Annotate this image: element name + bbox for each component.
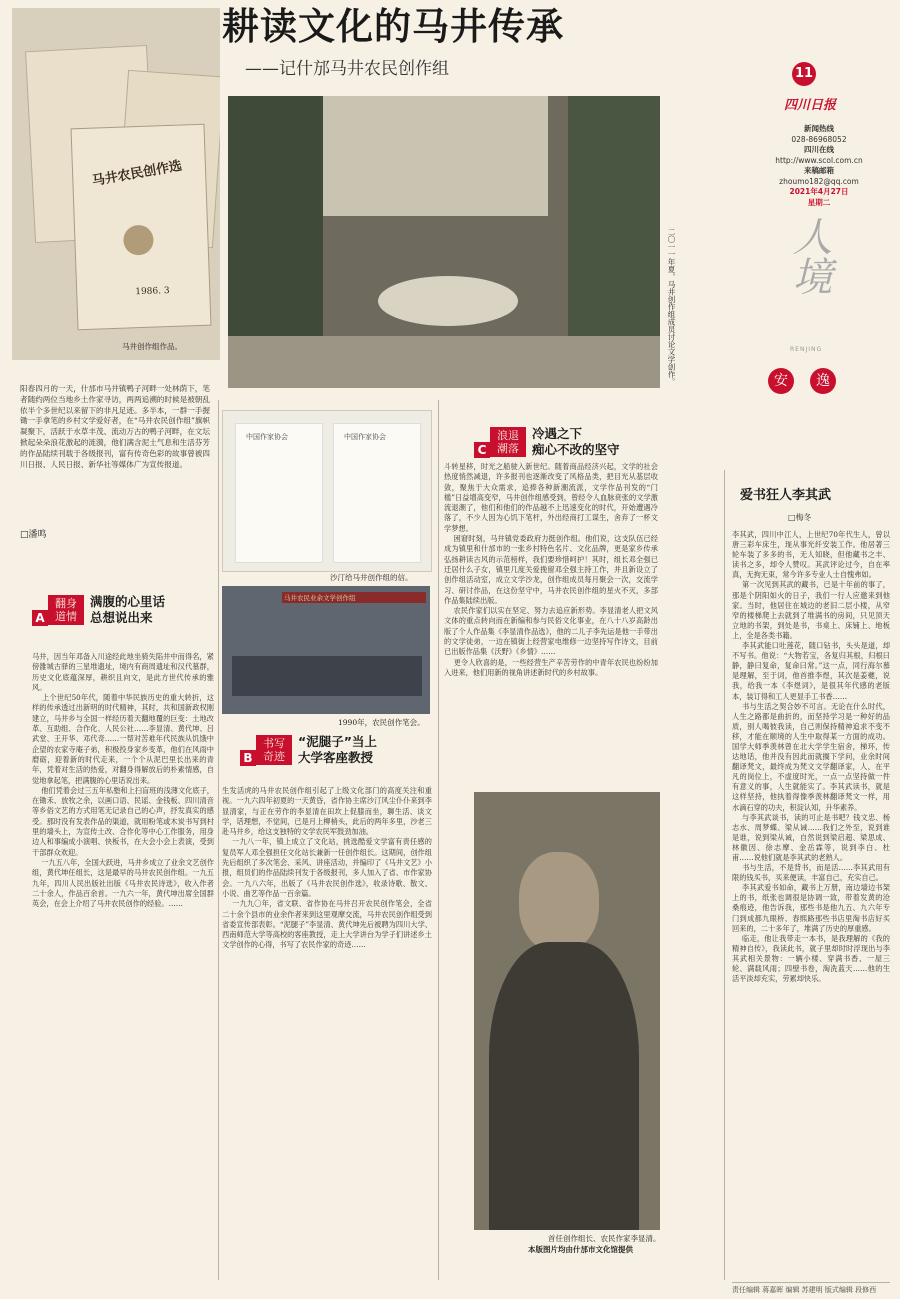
section-c-tag: 浪退潮落 — [490, 427, 526, 457]
section-a-title-line: 总想说出来 — [90, 610, 153, 625]
letter-header: 中国作家协会 — [344, 433, 386, 441]
hotline-number: 028-86968052 — [791, 134, 847, 144]
section-a-body: 马井，因当年邓备入川途经此地坐骑失陷井中而得名，紧傍雒城古驿的三星堆遗址，境内有商周遗址和汉代墓群，历史文化底蕴深厚，耕织且向文，是此方世代传承的雅风。 上个世纪50年代，随着中华民族历史的重大转折，这样的传承透过出新明的时代精神，其时，共和国新政权刚建立，马井乡与全国一样经历着天翻地覆的巨变：土地改革、互助组、合作化、人民公社……李显清、黄代坤、吕武堂、王开华、邓代奇……一帮对苦难年代民族从饥饿中企望的农家寺庵子弟，积极投身家乡变革，他们在风雨中磨砺，迎着新的时代走来，一个个从泥巴里长出来的青年，凭着对生活的热爱，对翻身得解放后的朴素情感，自觉地拿起笔，把满腹的心里话说出来。 他们凭着会过三五年私塾和上扫盲班的浅薄文化底子，在锄禾、放牧之余，以画口语、民谣、金钱板、四川清音等乡俗文艺的方式用笔无记录自己的心声，抒发真实的感受。那时没有发表作品的渠道，就用粉笔或木炭书写到村里的墙头上，为宣传土改、合作化等中心工作服务，用身边人和事编成小演唱、快板书，在大会小会上表演，受到干部群众欢迎。 一九五八年，全国大跃进，马井乡成立了业余文艺创作组，黄代坤任组长，这是最早的马井农民创作组。一九五九年，四川人民出版社出版《马井农民诗选》，收入作者二十余人，作品百余首。一九六一年，黄代坤出席全国群英会，在会上介绍了马井农民创作的经验。…… — [32, 652, 214, 909]
meeting-photo — [222, 586, 430, 714]
section-b-title-line: “泥腿子”当上 — [298, 734, 377, 749]
book-photo-caption: 马井创作组作品。 — [122, 342, 182, 351]
section-c-title — [526, 426, 620, 458]
online-label: 四川在线 — [804, 145, 834, 154]
page-number: 11 — [792, 62, 816, 86]
book-cover-front — [71, 124, 212, 331]
portrait-body — [489, 942, 639, 1230]
column-tag-2: 逸 — [810, 368, 836, 394]
website-link[interactable]: http://www.scol.com.cn — [775, 155, 863, 165]
side-article-title: 爱书狂人李其武 — [740, 488, 832, 503]
letter-page — [235, 423, 323, 563]
section-b-title-line: 大学客座教授 — [298, 750, 374, 765]
portrait-head — [519, 852, 599, 952]
section-c-title-line: 冷遇之下 — [532, 426, 583, 441]
mail-label: 来稿邮箱 — [804, 166, 834, 175]
main-photo-caption: 二〇一一年夏，马井创作组成员讨论文学创作。 — [667, 228, 676, 386]
column-divider — [438, 400, 439, 1280]
column-calligraphy: 人境 — [786, 216, 832, 296]
section-b-header — [240, 734, 377, 766]
book-covers-photo — [12, 8, 220, 360]
portrait-caption: 首任创作组长、农民作家李显清。 — [548, 1234, 661, 1243]
meeting-photo-caption: 1990年，农民创作笔会。 — [338, 718, 425, 727]
hotline-label: 新闻热线 — [804, 124, 834, 133]
main-headline: 耕读文化的马井传承 — [222, 5, 564, 48]
main-photo — [228, 96, 660, 388]
section-a-title — [84, 594, 165, 626]
lead-intro: 阳春四月的一天，什邡市马井镇鸭子河畔一处林荫下，笔者随约两位当地乡土作家寻访，两两追溯的时候是被朝乱依半个多世纪以来留下的非凡足迹。多半本，一群一手握锄一手拿笔的乡村文学爱好者，在“马井农民创作组”旗帜凝聚下，活跃于水草丰茂、流动万古的鸭子河畔，在文坛掀起朵朵浪花激起的涟漪，他们满含泥土气息和生活芬芳的作品陆续刊载于各级报刊，富有传奇色彩的故事曾被四川日报、人民日报、新华社等媒体广为宣传报道。 — [20, 384, 210, 469]
column-divider — [218, 400, 219, 1280]
column-pinyin: RENJING — [790, 346, 823, 353]
book-year: 1986. 3 — [135, 286, 170, 298]
section-a-tag: 翻身道情 — [48, 595, 84, 625]
footer-editors: 责任编辑 蒋嘉晖 编辑 苏建明 版式编辑 段修西 — [732, 1286, 877, 1294]
column-divider — [724, 470, 725, 1280]
letter-header: 中国作家协会 — [246, 433, 288, 441]
side-article-body: 李其武，四川中江人，上世纪70年代生人，曾以唐三彩车床生，现从事光纤安装工作。他居著三轮车装了多多的书，无人知晓，但他藏书之丰、读书之多，却令人赞叹。其武评论过今，自在率真，无拘无束，常今许多专业人士自愧弗如。 第一次见到其武的藏书，已是十年前的事了，那是个阴阳如火的日子，我们一行人应邀来到他家。当时，他居住在城边的老旧二层小楼，从窄窄的楼梯爬上去就到了堆满书的房间，只见顶天立地的书架，到处是书，书桌上、床铺上、地板上，全是各类书籍。 李其武能口吐莲花，随口钻书，头头是道，却不写书。他说：“大物若宝，各复归其根，归根曰静，静曰复命，复命曰常。”这一点，同行海尔慕是理解，至于词，他首推李煜，其次是姜夔，说我，给我一本《李煜词》，是很其年代感的老版本，装订得和工人更显手工书香…… 书与生活之契合妙不可言。无论在什么时代，人生之路都是曲折的，而坚持学习是一种好的品质，别人喝彼我读，自己则保持精神追求不变不移，才能在顺境的人生中取得某一方面的成功。国学大师季羡林曾在北大学学生宿舍，梯环，传达地话，他并没有因此而就搁下学问，业余时间翻译梵文，最终成为梵文文学翻译家，人，在平凡的岗位上，不虚度时光，一点一点坚持做一件有意义的事，人生就能实了。李其武读书，就是这样坚持，他执着得像季羡林翻译梵文一样，用水滴石穿的功夫，积淀认知，升华素养。 与李其武谈书，读的可止是书吧？钱文忠、杨志水、周梦蝶、梁从诫……我们之外至，说到谁是谁，说到梁从诫，自然说到梁启超、梁思成、林徽因、徐志摩、金岳霖等，说到李白、杜甫……说他们就是李其武的老熟人。 书与生活，不是背书，而是活……李其武用有限的钱买书，买来便读，丰富自己，充实自己。 李其武爱书如命，藏书上万册，南边墙边书架上的书，纸张也调很是协调一致，带着发黄的沧桑痕迹，他告诉我，那些书是他九五、九六年专门到成都九眼桥、春熙路那些书店里淘书店好买回来的，二十多年了，堆满了历史的厚重感。 临走，他让我带走一本书，是我理解的《我的精神自传》，我读此书，就子里却时时浮现出与李其武相关景物：一辆小楼、穿满书香、一屋三轮、满载风雨；四壁书卷，淘洗蓝天……他的生活平淡却充实，劳累却快乐。 — [732, 530, 890, 984]
meeting-banner: 马井农民业余文学创作组 — [282, 592, 426, 603]
book-emblem — [123, 225, 154, 256]
sub-headline: ——记什邡马井农民创作组 — [245, 59, 449, 79]
section-a-header — [32, 594, 165, 626]
book-title-text: 马井农民创作选 — [90, 158, 184, 190]
letter-photo-caption: 沙汀给马井创作组的信。 — [330, 573, 413, 582]
meeting-table — [232, 656, 422, 696]
section-b-tag: 书写奇迹 — [256, 735, 292, 765]
section-c-header — [474, 426, 620, 458]
section-a-title-line: 满腹的心里话 — [90, 594, 166, 609]
column-tag-1: 安 — [768, 368, 794, 394]
section-c-title-line: 痴心不改的坚守 — [532, 442, 620, 457]
footer-rule — [732, 1282, 890, 1283]
lead-byline: □潘鸣 — [20, 530, 47, 540]
issue-date: 2021年4月27日 — [789, 187, 849, 196]
letter-photo — [222, 410, 432, 572]
photo-house-wall — [308, 96, 548, 216]
section-b-letter: B — [240, 750, 256, 766]
issue-weekday: 星期二 — [807, 197, 831, 207]
letter-page — [333, 423, 421, 563]
masthead-info — [764, 124, 874, 208]
section-a-letter: A — [32, 610, 48, 626]
photo-credit: 本版图片均由什邡市文化馆提供 — [528, 1245, 633, 1254]
portrait-photo — [474, 792, 660, 1230]
section-c-letter: C — [474, 442, 490, 458]
section-b-body: 生发活虎的马井农民创作组引起了上级文化部门的高度关注和重视。一九六四年初夏的一天黄昏，省作协主席沙汀风尘仆仆来到李显清家，与正在劳作的李显清在田坎上促膝而坐，聊生活、谈文学，话理想，不觉间，已是月上柳梢头，此后的两年多里，沙老三赴马井乡，给这支独特的文学农民军鼓劲加油。 一九八一年，镇上成立了文化站，挑选酷爱文学富有责任感的复员军人邓全强担任文化站长兼新一任创作组长。这期间，创作组先后组织了多次笔会、采风、讲座活动，并编印了《马井文艺》小报，组员们的作品陆续刊发于各级报刊，多人加入了省、市作家协会。一九八六年，出版了《马井农民创作选》，收录诗歌、散文、小说、曲艺等作品一百余篇。 一九九〇年，省文联、省作协在马井召开农民创作笔会，全省二十余个县市的业余作者来到这里观摩交流，马井农民创作组受到省委宣传部表彰。“泥腿子”李显清、黄代坤先后被聘为四川大学、西南师范大学等高校的客座教授，走上大学讲台为学子们讲述乡土文学创作的心得，书写了农民作家的奇迹…… — [222, 786, 432, 950]
photo-ground — [228, 336, 660, 388]
section-c-body: 斗转星移，时光之船驶入新世纪。随着商品经济兴起，文学的社会热度悄然减退，许多报刊也逐渐改变了风格品类，把目光从基层收敛，聚焦于大众需求，追捧各种新潮流派，文学作品刊发的“门槛”日益增高变窄，马井创作组感受到，曾经令人血脉贲张的文学激流退潮了，他们和他们的作品越不上迅速变化的时代，开始遭遇冷落了，不少人因为心饥下笔杆，外出经商打工谋生，舍弃了一杯文学梦想。 困窘时刻，马井镇党委政府力挺创作组。他们说，这支队伍已经成为镇里和什邡市的一张乡村特色名片、文化品牌，更是家乡传承弘扬耕读古风的示范榜样，我们要珍惜呵护！其时，组长邓全强已迁居什么子女，镇里几度关爱挽留邓全强主持工作，并且新设立了创作组活动室，成立文学沙龙，创作组成员每月聚会一次，交流学习、研讨作品，在这份坚守中，马井农民创作组的星火不灭，多部作品集陆续出版。 农民作家们以实在坚定、努力去追应新形势。李显清老人把文风文体的重点转向而在新编和参与民俗文化事业，在八十八岁高龄出版了个人作品集《李显清作品选》，他的二儿子李先运是他一手带出的文学徒弟，一边在镇街上经营家电维修一边坚持写作诗文，目前已出版作品集《沃野》《乡情》…… 更令人欣喜的是，一些经营生产辛苦劳作的中青年农民也纷纷加入进来，他们用新的视角讲述新时代的乡村故事。 — [444, 462, 658, 677]
side-article-byline: □梅冬 — [788, 513, 812, 522]
email-link[interactable]: zhoumo182@qq.com — [779, 176, 859, 186]
brand-logo: 四川日报 — [784, 98, 837, 113]
photo-table — [378, 276, 518, 326]
section-b-title — [292, 734, 377, 766]
